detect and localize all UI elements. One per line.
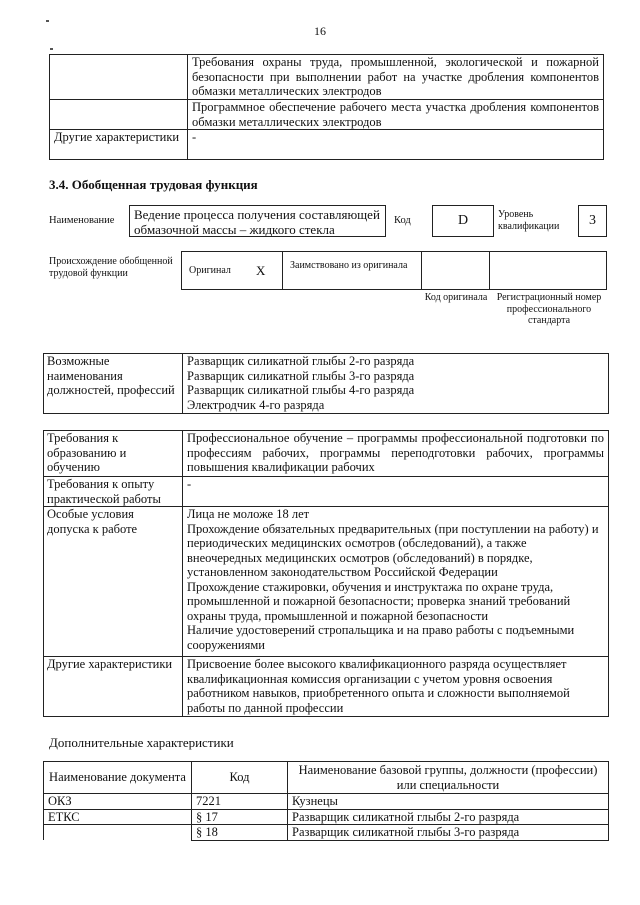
requirement-label: Другие характеристики xyxy=(44,657,183,717)
original-mark: X xyxy=(256,263,266,278)
requirement-value xyxy=(183,507,609,657)
position-item: Электродчик 4-го разряда xyxy=(187,397,325,412)
code-original-caption: Код оригинала xyxy=(424,292,488,303)
divider xyxy=(282,252,283,289)
position-item: Разварщик силикатной глыбы 3-го разряда xyxy=(187,368,415,383)
table-cell: ЕТКС xyxy=(44,809,192,825)
name-label: Наименование xyxy=(49,215,115,226)
row-label xyxy=(50,55,188,100)
row-label xyxy=(50,100,188,130)
requirement-line: Прохождение стажировки, обучения и инструктажа по охране труда, промышленной и пожарной безопасности; проверка знаний требований охраны труда, промышленной и пожарной безопасности xyxy=(187,579,571,623)
scan-mark xyxy=(50,48,53,50)
requirements-table xyxy=(43,430,609,717)
table-cell: Разварщик силикатной глыбы 3-го разряда xyxy=(288,825,609,841)
column-header: Наименование документа xyxy=(44,762,192,794)
column-header: Код xyxy=(192,762,288,794)
table-row xyxy=(44,507,609,657)
column-header: Наименование базовой группы, должности (профессии) или специальности xyxy=(288,762,609,794)
requirement-line: Прохождение обязательных предварительных (при поступлении на работу) и периодических медицинских осмотров (обследований), а также внеочередных медицинских осмотров (обследований) в порядке, установленном законодательством Российской Федерации xyxy=(187,521,599,579)
origin-label: Происхождение обобщенной трудовой функции xyxy=(49,256,173,279)
requirement-label: Особые условия допуска к работе xyxy=(44,507,183,657)
positions-table xyxy=(43,353,609,414)
level-label: Уровень квалификации xyxy=(498,209,560,232)
requirement-label: Требования к опыту практической работы xyxy=(44,477,183,507)
row-value: Программное обеспечение рабочего места участка дробления компонентов обмазки металлических электродов xyxy=(188,100,604,130)
table-cell: ОКЗ xyxy=(44,794,192,810)
scan-mark xyxy=(46,20,49,22)
requirement-line: Лица не моложе 18 лет xyxy=(187,507,310,521)
additional-table xyxy=(43,761,609,841)
table-cell: § 17 xyxy=(192,809,288,825)
function-code-field: D xyxy=(432,205,494,237)
table-row xyxy=(50,130,604,160)
table-row xyxy=(44,354,609,414)
section-title: 3.4. Обобщенная трудовая функция xyxy=(49,177,258,192)
table-row xyxy=(50,55,604,100)
original-label: Оригинал xyxy=(189,265,231,276)
requirement-value: Присвоение более высокого квалификационного разряда осуществляет квалификационная комиссия организации с учетом уровня освоения работником навыков, приобретенного опыта и сложности выполняемой работы по данной профессии xyxy=(183,657,609,717)
table-row xyxy=(44,794,609,810)
requirement-value: - xyxy=(183,477,609,507)
table-row xyxy=(44,431,609,477)
requirement-value: Профессиональное обучение – программы профессиональной подготовки по профессиям рабочих, программы переподготовки рабочих, программы повышения квалификации рабочих xyxy=(183,431,609,477)
table-cell: Кузнецы xyxy=(288,794,609,810)
origin-box xyxy=(181,251,607,290)
table-row xyxy=(44,477,609,507)
borrowed-label: Заимствовано из оригинала xyxy=(290,260,408,271)
table-cell xyxy=(44,825,192,841)
table-row xyxy=(44,809,609,825)
position-item: Разварщик силикатной глыбы 4-го разряда xyxy=(187,383,415,397)
requirement-label: Требования к образованию и обучению xyxy=(44,431,183,477)
requirement-line: Наличие удостоверений стропальщика и на право работы с подъемными сооружениями xyxy=(187,623,575,652)
table-cell: § 18 xyxy=(192,825,288,841)
additional-title: Дополнительные характеристики xyxy=(49,735,234,750)
reg-number-caption: Регистрационный номер профессионального стандарта xyxy=(496,292,602,326)
table-cell: Разварщик силикатной глыбы 2-го разряда xyxy=(288,809,609,825)
position-item: Разварщик силикатной глыбы 2-го разряда xyxy=(187,354,415,368)
divider xyxy=(489,252,490,289)
row-label: Другие характеристики xyxy=(50,130,188,160)
table-cell: 7221 xyxy=(192,794,288,810)
code-label: Код xyxy=(394,215,411,226)
row-value: Требования охраны труда, промышленной, экологической и пожарной безопасности при выполнении работ на участке дробления компонентов обмазки металлических электродов xyxy=(188,55,604,100)
page-number: 16 xyxy=(314,24,326,38)
table-header-row xyxy=(44,762,609,794)
positions-label: Возможные наименования должностей, профессий xyxy=(44,354,183,414)
positions-values xyxy=(183,354,609,414)
divider xyxy=(421,252,422,289)
table-row xyxy=(44,825,609,841)
top-table xyxy=(49,54,604,160)
level-field: 3 xyxy=(578,205,607,237)
row-value: - xyxy=(188,130,604,160)
function-name-field: Ведение процесса получения составляющей обмазочной массы – жидкого стекла xyxy=(129,205,386,237)
table-row xyxy=(50,100,604,130)
table-row xyxy=(44,657,609,717)
